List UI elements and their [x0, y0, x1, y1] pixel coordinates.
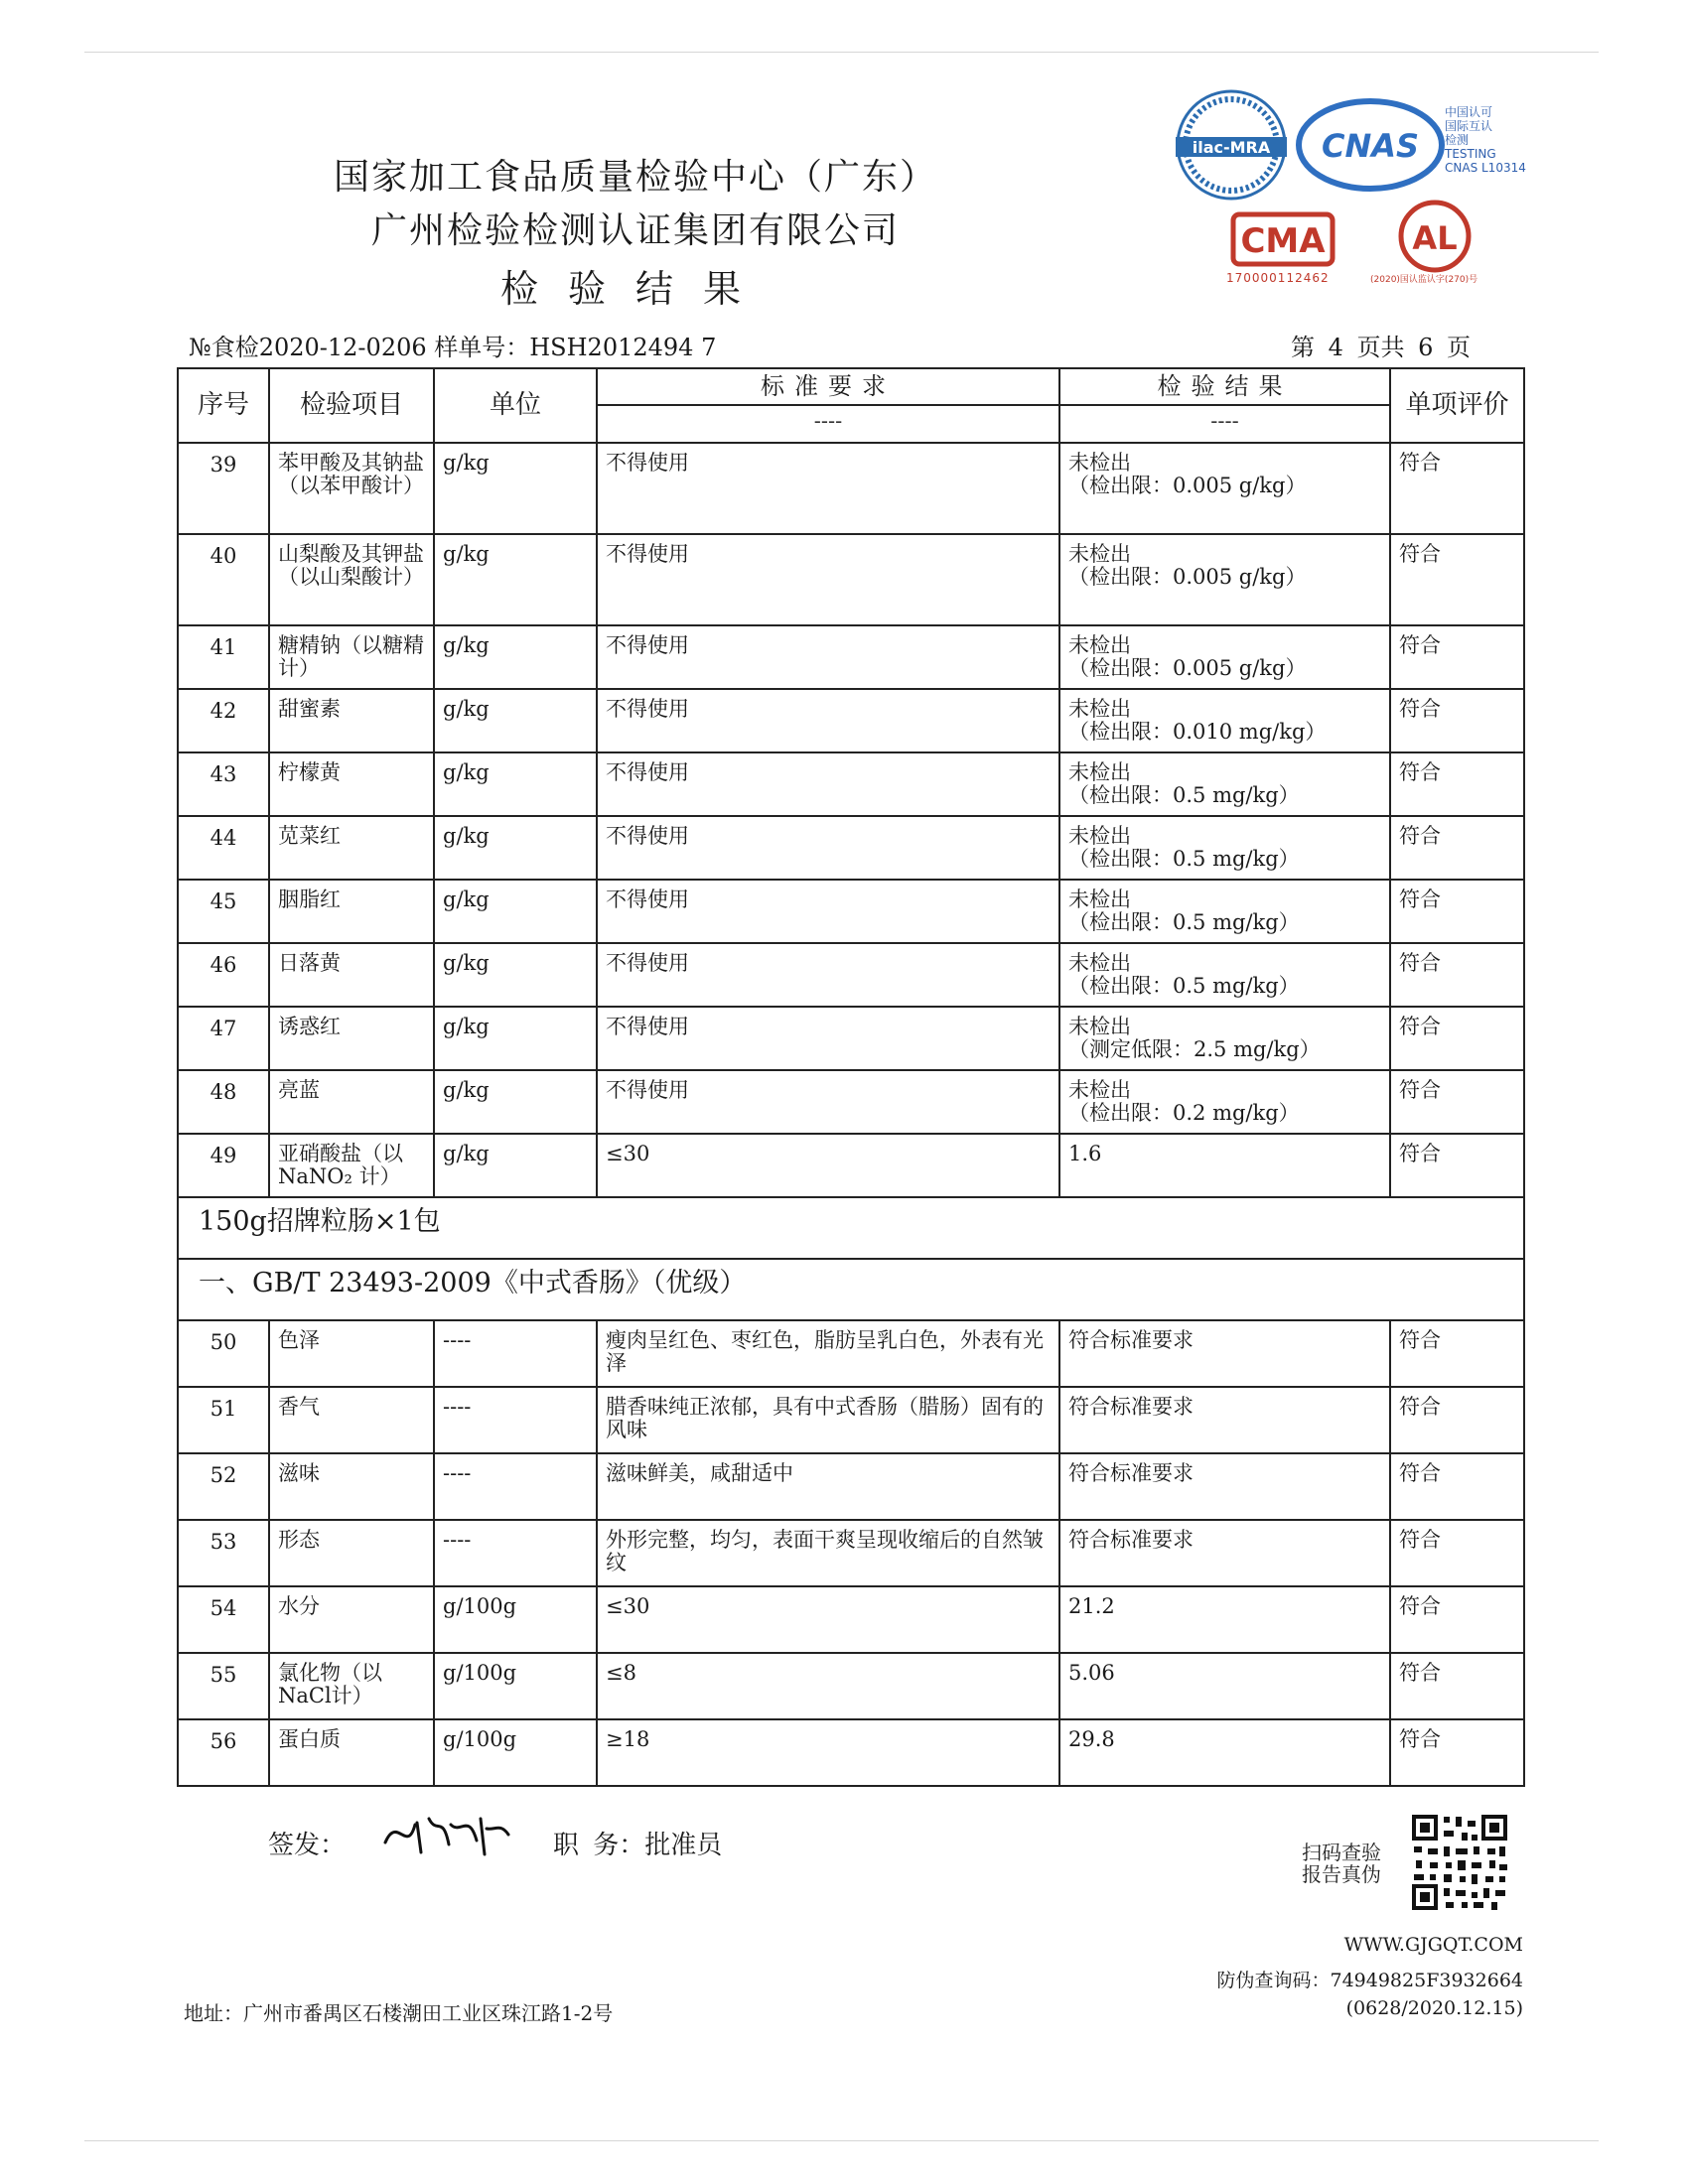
- row-item: 水分: [269, 1586, 434, 1653]
- row-eval: 符合: [1390, 1520, 1524, 1586]
- row-unit: g/kg: [434, 816, 597, 880]
- table-row: [178, 1134, 1524, 1197]
- row-item: 蛋白质: [269, 1719, 434, 1786]
- row-standard: 不得使用: [597, 1070, 1059, 1134]
- sign-label: 签发：: [268, 1831, 347, 1860]
- row-eval: 符合: [1390, 1320, 1524, 1387]
- qr-code-icon[interactable]: [1410, 1813, 1509, 1912]
- document-code: (0628/2020.12.15): [1345, 1997, 1523, 2019]
- header-unit: 单位: [434, 368, 597, 443]
- table-row: [178, 1320, 1524, 1387]
- row-eval: 符合: [1390, 943, 1524, 1007]
- ilac-mra-logo: [1176, 91, 1287, 199]
- svg-text:CMA: CMA: [1240, 221, 1326, 261]
- result-value: 未检出: [1068, 1078, 1131, 1102]
- row-result: [1059, 880, 1390, 943]
- row-standard: 不得使用: [597, 625, 1059, 689]
- row-result: 29.8: [1059, 1719, 1390, 1786]
- result-note: （检出限：0.2 mg/kg）: [1068, 1101, 1300, 1125]
- row-standard: 外形完整，均匀，表面干爽呈现收缩后的自然皱纹: [597, 1520, 1059, 1586]
- row-number: 40: [178, 534, 269, 625]
- row-unit: g/100g: [434, 1653, 597, 1719]
- row-eval: 符合: [1390, 1007, 1524, 1070]
- row-unit: ----: [434, 1387, 597, 1453]
- company-name: 广州检验检测认证集团有限公司: [370, 210, 900, 251]
- row-item: 滋味: [269, 1453, 434, 1520]
- document-title: 检验结果: [499, 267, 771, 311]
- row-item: 诱惑红: [269, 1007, 434, 1070]
- row-item: 日落黄: [269, 943, 434, 1007]
- result-note: （检出限：0.005 g/kg）: [1068, 565, 1307, 589]
- inspection-table: [177, 367, 1525, 1787]
- cnas-logo: [1299, 101, 1442, 189]
- row-number: 51: [178, 1387, 269, 1453]
- table-row: [178, 443, 1524, 534]
- scan-caption: 扫码查验 报告真伪: [1302, 1841, 1381, 1886]
- table-row: [178, 1586, 1524, 1653]
- row-result: 符合标准要求: [1059, 1387, 1390, 1453]
- row-result: [1059, 443, 1390, 534]
- result-value: 未检出: [1068, 451, 1131, 475]
- row-unit: g/kg: [434, 1007, 597, 1070]
- ilac-mra-label: ilac-MRA: [1192, 138, 1271, 157]
- result-note: （测定低限：2.5 mg/kg）: [1068, 1037, 1321, 1061]
- row-number: 55: [178, 1653, 269, 1719]
- row-number: 42: [178, 689, 269, 752]
- row-unit: g/kg: [434, 943, 597, 1007]
- header-standard: 标准要求: [597, 368, 1059, 405]
- row-eval: 符合: [1390, 880, 1524, 943]
- row-result: 符合标准要求: [1059, 1520, 1390, 1586]
- row-standard: 不得使用: [597, 943, 1059, 1007]
- row-eval: 符合: [1390, 625, 1524, 689]
- row-item: 山梨酸及其钾盐（以山梨酸计）: [269, 534, 434, 625]
- row-unit: g/100g: [434, 1586, 597, 1653]
- row-unit: g/100g: [434, 1719, 597, 1786]
- row-result: 21.2: [1059, 1586, 1390, 1653]
- row-standard: 不得使用: [597, 1007, 1059, 1070]
- row-item: 苯甲酸及其钠盐（以苯甲酸计）: [269, 443, 434, 534]
- result-note: （检出限：0.010 mg/kg）: [1068, 720, 1327, 744]
- table-row: [178, 816, 1524, 880]
- row-item: 糖精钠（以糖精计）: [269, 625, 434, 689]
- row-standard: 瘦肉呈红色、枣红色，脂肪呈乳白色，外表有光泽: [597, 1320, 1059, 1387]
- row-standard: 不得使用: [597, 880, 1059, 943]
- row-standard: 不得使用: [597, 752, 1059, 816]
- row-eval: 符合: [1390, 1070, 1524, 1134]
- table-row: [178, 1387, 1524, 1453]
- result-value: 未检出: [1068, 951, 1131, 975]
- row-standard: ≤30: [597, 1134, 1059, 1197]
- row-standard: 滋味鲜美，咸甜适中: [597, 1453, 1059, 1520]
- row-result: [1059, 625, 1390, 689]
- row-eval: 符合: [1390, 1586, 1524, 1653]
- cal-logo: [1401, 203, 1469, 270]
- header-result: 检验结果: [1059, 368, 1390, 405]
- top-rule: [84, 52, 1599, 53]
- row-number: 39: [178, 443, 269, 534]
- cal-number: (2020)国认监认字(270)号: [1370, 275, 1478, 285]
- svg-text:AL: AL: [1412, 219, 1458, 257]
- row-number: 47: [178, 1007, 269, 1070]
- row-result: [1059, 943, 1390, 1007]
- row-eval: 符合: [1390, 1134, 1524, 1197]
- row-item: 亮蓝: [269, 1070, 434, 1134]
- result-value: 未检出: [1068, 633, 1131, 657]
- rows-additives: [178, 443, 1524, 1197]
- row-result: [1059, 816, 1390, 880]
- row-number: 54: [178, 1586, 269, 1653]
- row-unit: g/kg: [434, 1134, 597, 1197]
- result-note: （检出限：0.5 mg/kg）: [1068, 847, 1300, 871]
- result-note: （检出限：0.5 mg/kg）: [1068, 974, 1300, 998]
- row-number: 52: [178, 1453, 269, 1520]
- row-result: 5.06: [1059, 1653, 1390, 1719]
- row-eval: 符合: [1390, 816, 1524, 880]
- cma-logo: [1233, 214, 1333, 264]
- table-row: [178, 534, 1524, 625]
- cnas-label: CNAS: [1321, 127, 1420, 165]
- page-indicator: 第 4 页共 6 页: [1291, 334, 1472, 361]
- row-item: 亚硝酸盐（以NaNO₂ 计）: [269, 1134, 434, 1197]
- table-row: [178, 880, 1524, 943]
- table-row: [178, 752, 1524, 816]
- rows-sausage: [178, 1320, 1524, 1786]
- product-label: 150g招牌粒肠×1包: [178, 1197, 1524, 1259]
- row-item: 氯化物（以NaCl计）: [269, 1653, 434, 1719]
- result-value: 未检出: [1068, 824, 1131, 848]
- row-number: 43: [178, 752, 269, 816]
- row-number: 45: [178, 880, 269, 943]
- row-result: [1059, 1134, 1390, 1197]
- result-note: （检出限：0.005 g/kg）: [1068, 656, 1307, 680]
- row-number: 44: [178, 816, 269, 880]
- row-result: [1059, 752, 1390, 816]
- result-value: 未检出: [1068, 760, 1131, 784]
- row-standard: 不得使用: [597, 816, 1059, 880]
- anti-fake-code: 防伪查询码：74949825F3932664: [1216, 1970, 1523, 1991]
- row-eval: 符合: [1390, 534, 1524, 625]
- row-number: 48: [178, 1070, 269, 1134]
- row-unit: g/kg: [434, 689, 597, 752]
- bottom-rule: [84, 2140, 1599, 2141]
- cma-number: 170000112462: [1226, 271, 1330, 285]
- header-result-sub: ----: [1059, 405, 1390, 443]
- signature-image: [377, 1805, 516, 1864]
- row-unit: g/kg: [434, 534, 597, 625]
- row-result: 符合标准要求: [1059, 1320, 1390, 1387]
- header-no: 序号: [178, 368, 269, 443]
- row-unit: g/kg: [434, 880, 597, 943]
- row-standard: 不得使用: [597, 443, 1059, 534]
- row-result: [1059, 534, 1390, 625]
- row-eval: 符合: [1390, 752, 1524, 816]
- row-result: [1059, 689, 1390, 752]
- row-item: 苋菜红: [269, 816, 434, 880]
- row-number: 56: [178, 1719, 269, 1786]
- row-number: 49: [178, 1134, 269, 1197]
- row-eval: 符合: [1390, 1387, 1524, 1453]
- row-standard: 不得使用: [597, 534, 1059, 625]
- result-value: 未检出: [1068, 542, 1131, 566]
- accreditation-logos: [1172, 87, 1569, 296]
- row-standard: ≥18: [597, 1719, 1059, 1786]
- duty-label: 职 务：批准员: [553, 1831, 723, 1860]
- row-unit: g/kg: [434, 1070, 597, 1134]
- result-note: （检出限：0.5 mg/kg）: [1068, 910, 1300, 934]
- table-row: [178, 1070, 1524, 1134]
- row-standard: 腊香味纯正浓郁，具有中式香肠（腊肠）固有的风味: [597, 1387, 1059, 1453]
- row-item: 胭脂红: [269, 880, 434, 943]
- row-item: 甜蜜素: [269, 689, 434, 752]
- row-unit: ----: [434, 1453, 597, 1520]
- result-value: 1.6: [1068, 1142, 1102, 1165]
- table-row: [178, 689, 1524, 752]
- lab-name: 国家加工食品质量检验中心（广东）: [333, 157, 937, 198]
- header-item: 检验项目: [269, 368, 434, 443]
- table-row: [178, 625, 1524, 689]
- result-note: （检出限：0.005 g/kg）: [1068, 474, 1307, 497]
- table-row: [178, 1007, 1524, 1070]
- result-value: 未检出: [1068, 1015, 1131, 1038]
- row-result: [1059, 1070, 1390, 1134]
- row-item: 柠檬黄: [269, 752, 434, 816]
- row-item: 香气: [269, 1387, 434, 1453]
- row-number: 50: [178, 1320, 269, 1387]
- table-row: [178, 1520, 1524, 1586]
- website: WWW.GJGQT.COM: [1343, 1934, 1523, 1956]
- cnas-caption: 中国认可 国际互认 检测 TESTING CNAS L10314: [1445, 105, 1526, 175]
- report-number: №食检2020-12-0206 样单号：HSH2012494 7: [189, 334, 717, 361]
- product-section: [178, 1197, 1524, 1320]
- row-number: 53: [178, 1520, 269, 1586]
- row-unit: g/kg: [434, 752, 597, 816]
- row-eval: 符合: [1390, 689, 1524, 752]
- row-standard: 不得使用: [597, 689, 1059, 752]
- row-eval: 符合: [1390, 443, 1524, 534]
- row-result: 符合标准要求: [1059, 1453, 1390, 1520]
- row-unit: g/kg: [434, 625, 597, 689]
- row-unit: ----: [434, 1520, 597, 1586]
- result-value: 未检出: [1068, 697, 1131, 721]
- row-number: 41: [178, 625, 269, 689]
- row-item: 色泽: [269, 1320, 434, 1387]
- standard-label: 一、GB/T 23493-2009《中式香肠》（优级）: [178, 1259, 1524, 1320]
- table-row: [178, 943, 1524, 1007]
- row-item: 形态: [269, 1520, 434, 1586]
- row-standard: ≤8: [597, 1653, 1059, 1719]
- row-eval: 符合: [1390, 1453, 1524, 1520]
- row-result: [1059, 1007, 1390, 1070]
- row-unit: ----: [434, 1320, 597, 1387]
- row-eval: 符合: [1390, 1719, 1524, 1786]
- row-unit: g/kg: [434, 443, 597, 534]
- row-number: 46: [178, 943, 269, 1007]
- table-header: [178, 368, 1524, 443]
- header-standard-sub: ----: [597, 405, 1059, 443]
- result-value: 未检出: [1068, 887, 1131, 911]
- table-row: [178, 1453, 1524, 1520]
- address: 地址：广州市番禺区石楼潮田工业区珠江路1-2号: [184, 2001, 614, 2025]
- table-row: [178, 1653, 1524, 1719]
- header-eval: 单项评价: [1390, 368, 1524, 443]
- result-note: （检出限：0.5 mg/kg）: [1068, 783, 1300, 807]
- table-row: [178, 1719, 1524, 1786]
- row-standard: ≤30: [597, 1586, 1059, 1653]
- row-eval: 符合: [1390, 1653, 1524, 1719]
